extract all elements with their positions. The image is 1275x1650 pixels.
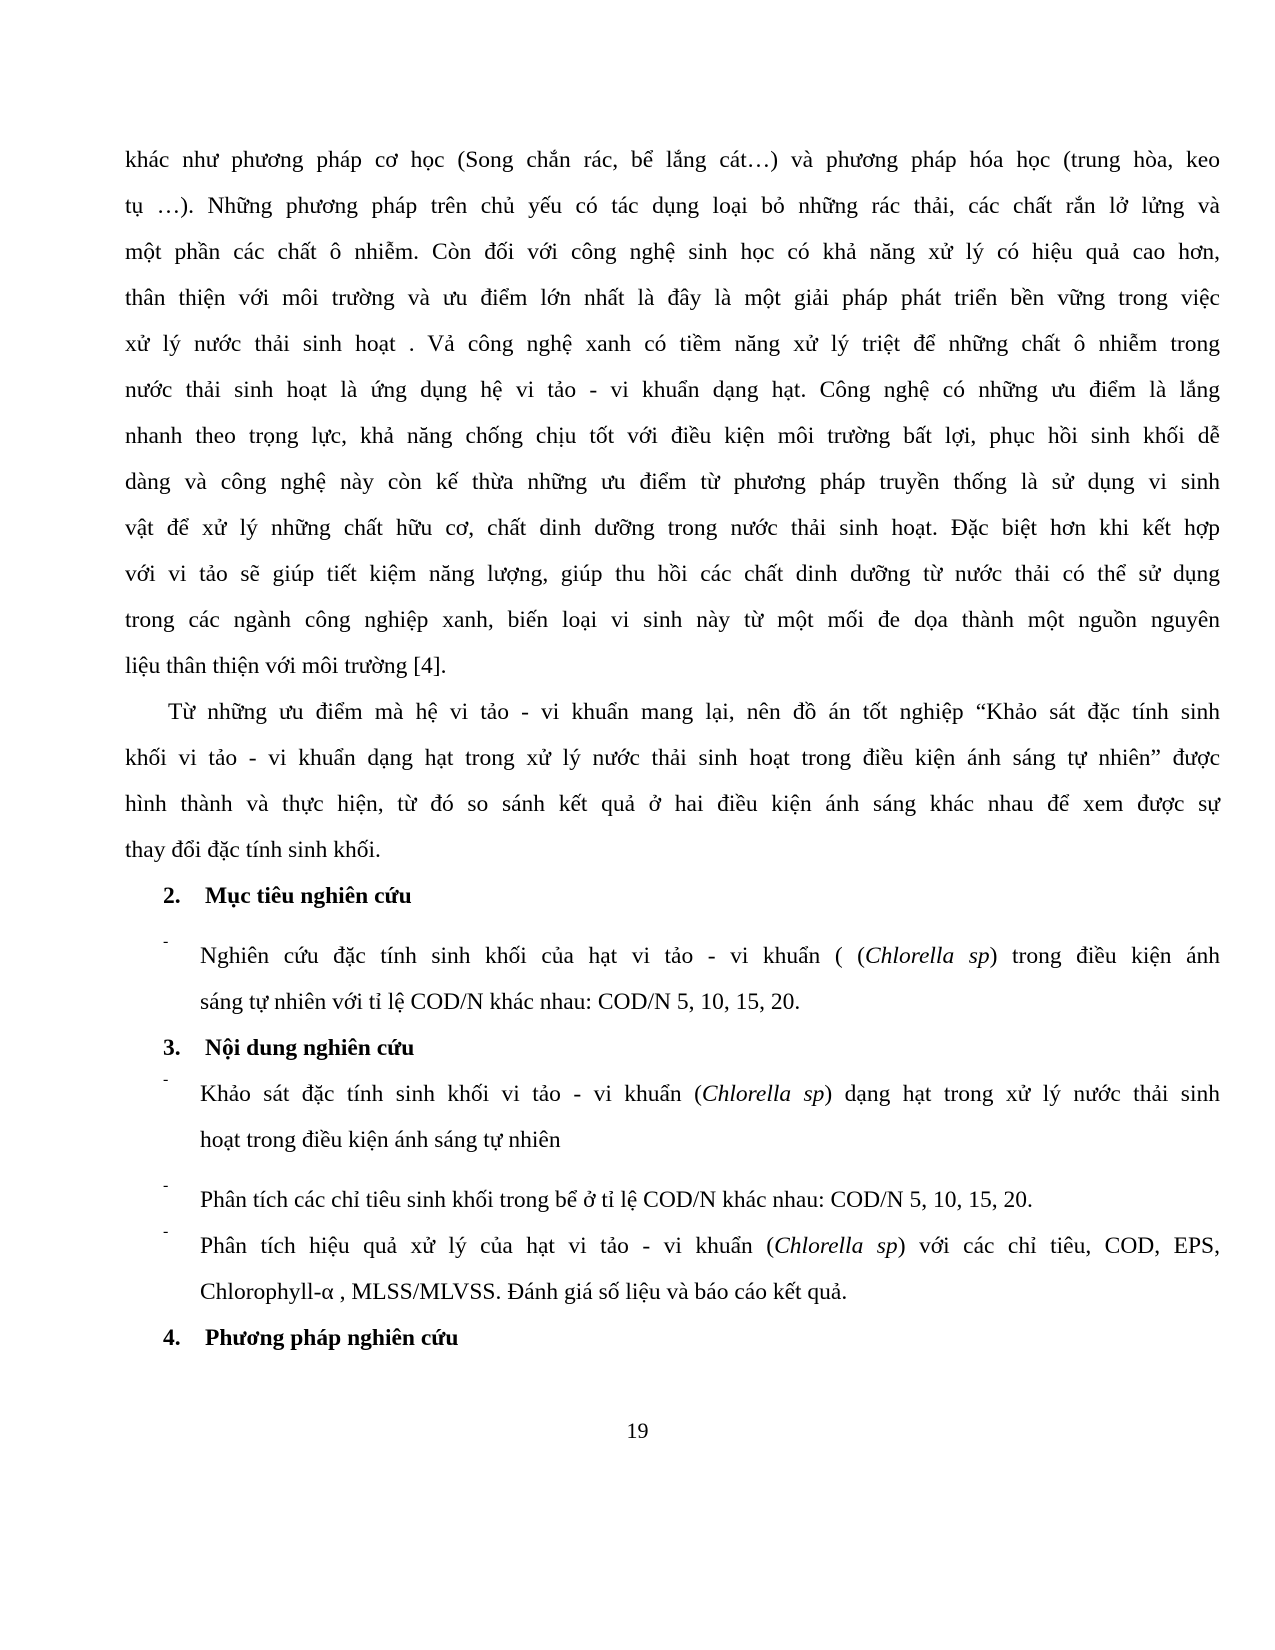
text-line: một phần các chất ô nhiễm. Còn đối với công nghệ sinh học có khả năng xử lý có hiệu quả cao hơn, [125, 239, 1220, 265]
list-item: - Khảo sát đặc tính sinh khối vi tảo - vi khuẩn (Chlorella sp) dạng hạt trong xử lý nước thải sinh hoạt trong điều kiện ánh sáng tự nhiên [163, 1071, 1220, 1153]
text-line: vật để xử lý những chất hữu cơ, chất dinh dưỡng trong nước thải sinh hoạt. Đặc biệt hơn khi kết hợp [125, 515, 1220, 541]
text-line: khối vi tảo - vi khuẩn dạng hạt trong xử lý nước thải sinh hoạt trong điều kiện ánh sáng tự nhiên” được [125, 745, 1220, 771]
section-title: Nội dung nghiên cứu [205, 1035, 415, 1061]
text-line: liệu thân thiện với môi trường [4]. [125, 653, 447, 679]
text-line: tụ …). Những phương pháp trên chủ yếu có tác dụng loại bỏ những rác thải, các chất rắn lở lửng và [125, 193, 1220, 219]
paragraph-intro [125, 137, 1220, 689]
bullet-dash: - [163, 1071, 169, 1088]
section-heading-methods [125, 1315, 1220, 1361]
text-line: trong các ngành công nghiệp xanh, biến loại vi sinh này từ một mối đe dọa thành một nguồn nguyên [125, 607, 1220, 633]
text-line: thân thiện với môi trường và ưu điểm lớn nhất là đây là một giải pháp phát triển bền vững trong việc [125, 285, 1220, 311]
section-heading-content [125, 1025, 1220, 1071]
list-item: - Phân tích các chỉ tiêu sinh khối trong bể ở tỉ lệ COD/N khác nhau: COD/N 5, 10, 15, 20. [163, 1177, 1033, 1213]
section-number: 2. [163, 883, 181, 909]
text-line: khác như phương pháp cơ học (Song chắn rác, bể lắng cát…) và phương pháp hóa học (trung hòa, keo [125, 147, 1220, 173]
text-line: nước thải sinh hoạt là ứng dụng hệ vi tảo - vi khuẩn dạng hạt. Công nghệ có những ưu điểm là lắng [125, 377, 1220, 403]
bullet-dash: - [163, 933, 169, 950]
text-line: hình thành và thực hiện, từ đó so sánh kết quả ở hai điều kiện ánh sáng khác nhau để xem được sự [125, 791, 1220, 817]
paragraph-thesis-purpose [125, 689, 1220, 873]
section-title: Mục tiêu nghiên cứu [205, 883, 412, 909]
list-item: - Nghiên cứu đặc tính sinh khối của hạt vi tảo - vi khuẩn ( (Chlorella sp) trong điều kiện ánh sáng tự nhiên với tỉ lệ COD/N khác nhau: COD/N 5, 10, 15, 20. [163, 933, 1220, 1015]
bullet-dash: - [163, 1177, 169, 1194]
species-name: Chlorella sp [774, 1233, 898, 1259]
text-line: xử lý nước thải sinh hoạt . Vả công nghệ xanh có tiềm năng xử lý triệt để những chất ô nhiễm trong [125, 331, 1220, 357]
document-page [125, 137, 1220, 1361]
list-item: - Phân tích hiệu quả xử lý của hạt vi tảo - vi khuẩn (Chlorella sp) với các chỉ tiêu, COD, EPS, Chlorophyll-α , MLSS/MLVSS. Đánh giá số liệu và báo cáo kết quả. [163, 1223, 1220, 1305]
text-line: với vi tảo sẽ giúp tiết kiệm năng lượng, giúp thu hồi các chất dinh dưỡng từ nước thải có thể sử dụng [125, 561, 1220, 587]
text-line: Từ những ưu điểm mà hệ vi tảo - vi khuẩn mang lại, nên đồ án tốt nghiệp “Khảo sát đặc tính sinh [168, 699, 1220, 725]
section-number: 4. [163, 1325, 181, 1351]
text-line: thay đổi đặc tính sinh khối. [125, 837, 381, 863]
species-name: Chlorella sp [701, 1081, 825, 1107]
species-name: Chlorella sp [865, 943, 990, 969]
text-line: nhanh theo trọng lực, khả năng chống chịu tốt với điều kiện môi trường bất lợi, phục hồi sinh khối dễ [125, 423, 1220, 449]
text-line: dàng và công nghệ này còn kế thừa những ưu điểm từ phương pháp truyền thống là sử dụng vi sinh [125, 469, 1220, 495]
section-number: 3. [163, 1035, 181, 1061]
section-heading-objectives [125, 873, 1220, 919]
page-number: 19 [626, 1418, 649, 1443]
bullet-dash: - [163, 1223, 169, 1240]
section-title: Phương pháp nghiên cứu [205, 1325, 459, 1351]
